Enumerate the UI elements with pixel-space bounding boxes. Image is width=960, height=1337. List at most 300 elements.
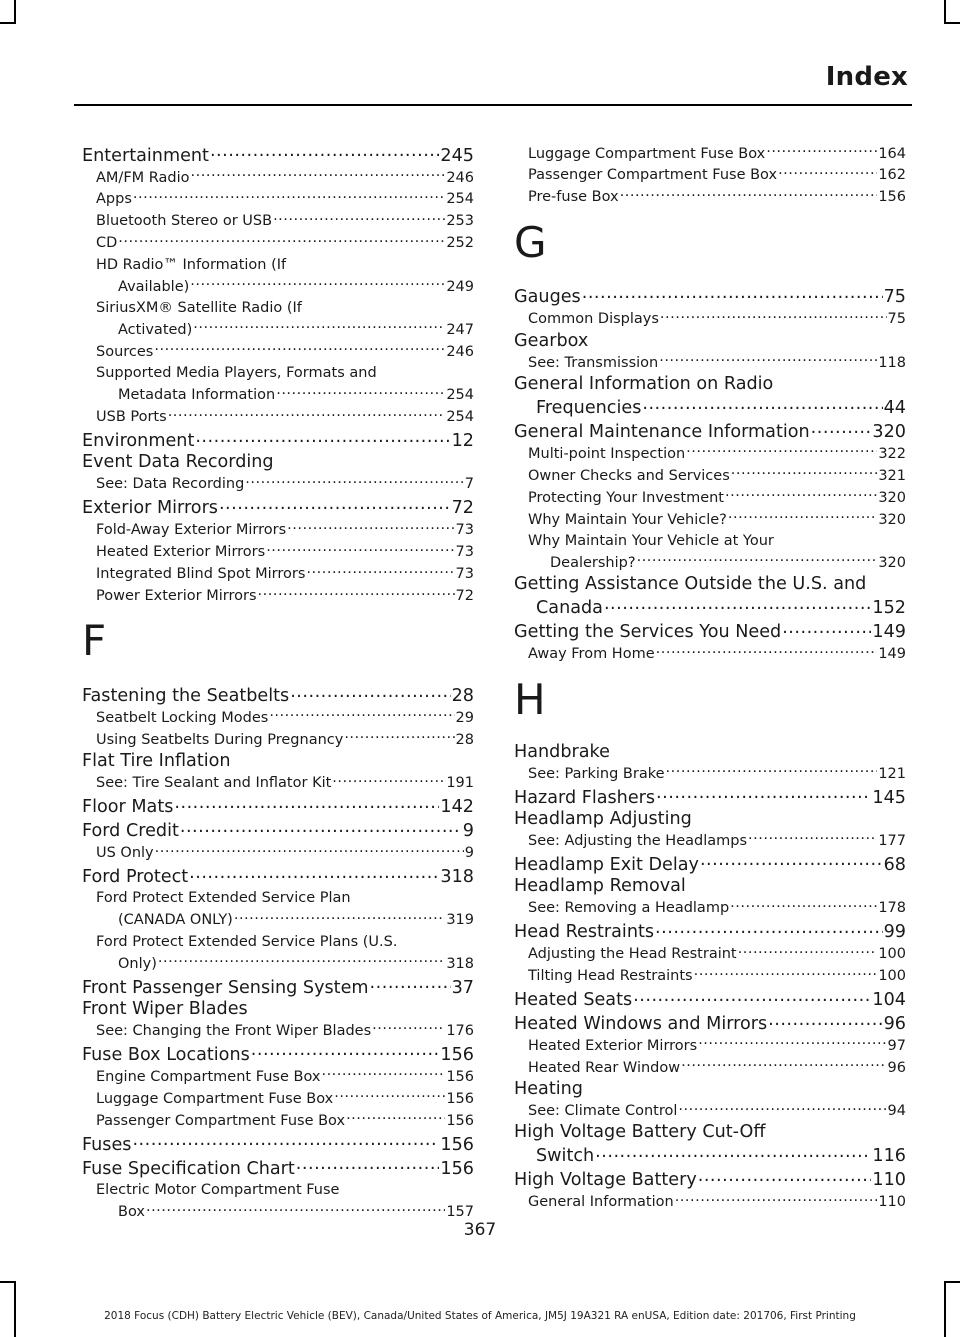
index-subentry[interactable] [514, 1035, 906, 1057]
entry-text: Pre-fuse Box [528, 189, 619, 206]
entry-line [514, 395, 906, 419]
index-subentry[interactable] [82, 406, 474, 428]
entry-text: Heated Rear Window [528, 1059, 681, 1076]
page-ref[interactable]: 100 [878, 967, 906, 984]
index-subentry[interactable] [82, 189, 474, 211]
page-ref[interactable]: 156 [440, 1134, 474, 1155]
dot-leader [656, 785, 871, 803]
entry-text: Multi-point Inspection [528, 445, 686, 462]
page-ref[interactable]: 322 [878, 445, 906, 462]
page-ref[interactable]: 73 [455, 544, 474, 561]
page-ref[interactable]: 156 [440, 1158, 474, 1179]
index-subentry[interactable] [82, 1020, 474, 1042]
dot-leader [258, 585, 455, 600]
page-ref[interactable]: 156 [440, 1044, 474, 1065]
page-ref[interactable]: 320 [878, 554, 906, 571]
dot-leader [190, 276, 445, 291]
entry-line [528, 763, 906, 785]
entry-line [96, 474, 474, 496]
dot-leader [154, 341, 445, 356]
index-subentry[interactable] [82, 842, 474, 864]
entry-text: High Voltage Battery [514, 1170, 697, 1191]
entry-text: See: Adjusting the Headlamps [528, 832, 748, 849]
entry-text: See: Transmission [528, 354, 659, 371]
entry-line [528, 352, 906, 374]
entry-text-first-line: Electric Motor Compartment Fuse [96, 1182, 340, 1198]
dot-leader [180, 818, 462, 836]
entry-line [96, 189, 474, 211]
index-entry[interactable] [514, 1168, 906, 1192]
entry-text: Tilting Head Restraints [528, 967, 693, 984]
index-subentry[interactable] [82, 564, 474, 586]
entry-text: Passenger Compartment Fuse Box [528, 167, 778, 184]
dot-leader [681, 1057, 886, 1072]
dot-leader [132, 1132, 439, 1150]
page-ref[interactable]: 253 [446, 213, 474, 230]
page-ref[interactable]: 318 [446, 955, 474, 972]
crop-mark [14, 1281, 16, 1337]
page-ref[interactable]: 145 [872, 787, 906, 808]
entry-line [528, 965, 906, 987]
entry-line [82, 683, 474, 707]
index-entry[interactable] [514, 620, 906, 644]
section-letter: F [82, 616, 107, 666]
index-subentry[interactable] [82, 363, 474, 406]
page-ref[interactable]: 321 [878, 467, 906, 484]
page-ref[interactable]: 152 [872, 598, 906, 619]
page-ref[interactable]: 156 [446, 1090, 474, 1107]
entry-text-first-line: High Voltage Battery Cut-Off [514, 1122, 766, 1143]
index-entry[interactable] [514, 331, 906, 352]
section-letter: H [514, 674, 546, 724]
entry-text: Passenger Compartment Fuse Box [96, 1112, 346, 1129]
entry-line [514, 285, 906, 309]
entry-text: Heated Seats [514, 989, 633, 1010]
index-entry[interactable] [82, 1042, 474, 1066]
index-entry[interactable] [82, 999, 474, 1020]
index-entry[interactable] [514, 809, 906, 830]
index-subentry[interactable] [514, 944, 906, 966]
index-subentry[interactable] [82, 707, 474, 729]
page-ref[interactable]: 320 [878, 511, 906, 528]
index-subentry[interactable] [514, 487, 906, 509]
index-subentry[interactable] [82, 932, 474, 975]
page-ref[interactable]: 72 [451, 498, 474, 519]
dot-leader [346, 1110, 445, 1125]
entry-text: Only) [118, 955, 157, 972]
page-ref[interactable]: 318 [440, 866, 474, 887]
index-subentry[interactable] [514, 443, 906, 465]
index-entry[interactable] [514, 920, 906, 944]
entry-line [96, 953, 474, 975]
page-ref[interactable]: 149 [878, 646, 906, 663]
page-ref[interactable]: 191 [446, 775, 474, 792]
index-subentry[interactable] [82, 167, 474, 189]
index-subentry[interactable] [82, 1088, 474, 1110]
entry-line [528, 165, 906, 187]
entry-text: Fold-Away Exterior Mirrors [96, 522, 287, 539]
index-subentry[interactable] [514, 1101, 906, 1123]
crop-mark [944, 0, 946, 24]
entry-text: CD [96, 235, 118, 252]
index-subentry[interactable] [82, 474, 474, 496]
entry-line [96, 385, 474, 407]
entry-text-first-line: Getting Assistance Outside the U.S. and [514, 574, 867, 595]
page-ref[interactable]: 37 [451, 977, 474, 998]
page-ref[interactable]: 96 [883, 1013, 906, 1034]
page-ref[interactable]: 149 [872, 622, 906, 643]
dot-leader [290, 683, 450, 701]
entry-text: Adjusting the Head Restraint [528, 946, 737, 963]
entry-line [82, 1156, 474, 1180]
entry-line [528, 1035, 906, 1057]
page-ref[interactable]: 7 [464, 476, 474, 493]
entry-line [528, 309, 906, 331]
index-entry[interactable] [82, 1156, 474, 1180]
entry-text: Activated) [118, 321, 193, 338]
entry-line [528, 830, 906, 852]
index-entry[interactable] [514, 987, 906, 1011]
dot-leader [604, 596, 871, 614]
entry-text: Seatbelt Locking Modes [96, 709, 269, 726]
dot-leader [698, 1168, 872, 1186]
dot-leader [633, 987, 871, 1005]
page-ref[interactable]: 110 [878, 1194, 906, 1211]
page-ref[interactable]: 28 [451, 685, 474, 706]
page-ref[interactable]: 319 [446, 912, 474, 929]
index-subentry[interactable] [514, 509, 906, 531]
entry-line [96, 1066, 474, 1088]
page-ref[interactable]: 164 [878, 145, 906, 162]
entry-text: Protecting Your Investment [528, 489, 724, 506]
page-ref[interactable]: 254 [446, 387, 474, 404]
index-entry[interactable] [514, 1122, 906, 1167]
page-number: 367 [463, 1220, 497, 1240]
page-ref[interactable]: 104 [872, 989, 906, 1010]
entry-text: Exterior Mirrors [82, 498, 218, 519]
entry-line [82, 428, 474, 452]
entry-text: Hazard Flashers [514, 787, 656, 808]
entry-text: Box [118, 1203, 145, 1220]
entry-text: Head Restraints [514, 922, 655, 943]
entry-text: Getting the Services You Need [514, 622, 782, 643]
dot-leader [659, 352, 877, 367]
dot-leader [146, 1201, 445, 1216]
page-ref[interactable]: 12 [451, 430, 474, 451]
index-entry[interactable] [514, 574, 906, 619]
page-ref[interactable]: 44 [883, 397, 906, 418]
index-entry[interactable] [82, 975, 474, 999]
index-entry[interactable] [514, 374, 906, 419]
entry-line [96, 1020, 474, 1042]
dot-leader [748, 830, 877, 845]
entry-text: See: Climate Control [528, 1103, 678, 1120]
dot-leader [266, 542, 454, 557]
entry-line [82, 1132, 474, 1156]
entry-line [528, 644, 906, 666]
index-subentry[interactable] [82, 341, 474, 363]
page-ref[interactable]: 247 [446, 321, 474, 338]
index-entry[interactable] [82, 143, 474, 167]
entry-text: Fuse Box Locations [82, 1044, 250, 1065]
dot-leader [731, 465, 878, 480]
page-title: Index [825, 62, 908, 92]
crop-mark [944, 1281, 960, 1283]
page-ref[interactable]: 75 [887, 311, 906, 328]
page-ref[interactable]: 245 [440, 145, 474, 166]
entry-text: Away From Home [528, 646, 655, 663]
index-subentry[interactable] [514, 465, 906, 487]
index-entry[interactable] [514, 1079, 906, 1100]
dot-leader [155, 842, 464, 857]
entry-text: See: Changing the Front Wiper Blades [96, 1022, 372, 1039]
index-subentry[interactable] [514, 1057, 906, 1079]
index-subentry[interactable] [82, 773, 474, 795]
page-ref[interactable]: 254 [446, 408, 474, 425]
index-subentry[interactable] [82, 729, 474, 751]
page-ref[interactable]: 100 [878, 946, 906, 963]
index-entry[interactable] [82, 428, 474, 452]
dot-leader [174, 794, 439, 812]
entry-line [82, 496, 474, 520]
page-ref[interactable]: 157 [446, 1203, 474, 1220]
index-entry[interactable] [82, 452, 474, 473]
page-ref[interactable]: 142 [440, 797, 474, 818]
entry-text: Gauges [514, 287, 581, 308]
section-letter: G [514, 217, 547, 267]
entry-text: Available) [118, 278, 190, 295]
entry-text: Using Seatbelts During Pregnancy [96, 731, 344, 748]
dot-leader [698, 1035, 886, 1050]
dot-leader [595, 1144, 871, 1162]
entry-text: Metadata Information [118, 387, 276, 404]
page-ref[interactable]: 68 [883, 854, 906, 875]
dot-leader [686, 443, 877, 458]
entry-line [82, 1042, 474, 1066]
entry-line [96, 910, 474, 932]
index-subentry[interactable] [82, 298, 474, 341]
dot-leader [582, 285, 883, 303]
index-subentry[interactable] [514, 143, 906, 165]
index-subentry[interactable] [514, 644, 906, 666]
dot-leader [344, 729, 454, 744]
page-ref[interactable]: 99 [883, 922, 906, 943]
page-ref[interactable]: 29 [455, 709, 474, 726]
dot-leader [782, 620, 871, 638]
index-subentry[interactable] [82, 255, 474, 298]
index-entry[interactable] [82, 496, 474, 520]
page-ref[interactable]: 72 [455, 587, 474, 604]
entry-line [96, 276, 474, 298]
page-ref[interactable]: 177 [878, 832, 906, 849]
entry-line [514, 1168, 906, 1192]
index-entry[interactable] [514, 1011, 906, 1035]
entry-line [528, 1057, 906, 1079]
page-ref[interactable]: 246 [446, 343, 474, 360]
entry-text: Handbrake [514, 741, 610, 762]
page-ref[interactable]: 162 [878, 167, 906, 184]
page-ref[interactable]: 178 [878, 900, 906, 917]
dot-leader [642, 395, 882, 413]
index-subentry[interactable] [82, 520, 474, 542]
entry-text: Entertainment [82, 145, 209, 166]
dot-leader [168, 406, 446, 421]
index-entry[interactable] [82, 864, 474, 888]
entry-text: Gearbox [514, 330, 589, 351]
entry-text-first-line: Ford Protect Extended Service Plans (U.S. [96, 933, 398, 950]
index-subentry[interactable] [82, 1066, 474, 1088]
index-entry[interactable] [514, 419, 906, 443]
dot-leader [655, 920, 883, 938]
entry-text: General Maintenance Information [514, 421, 810, 442]
entry-line [528, 143, 906, 165]
entry-text: Fuses [82, 1134, 132, 1155]
page-ref[interactable]: 252 [446, 235, 474, 252]
entry-text: See: Data Recording [96, 476, 245, 493]
page-ref[interactable]: 156 [446, 1112, 474, 1129]
entry-text: Heating [514, 1079, 583, 1100]
entry-text: Luggage Compartment Fuse Box [528, 145, 766, 162]
entry-line [528, 465, 906, 487]
index-subentry[interactable] [82, 585, 474, 607]
dot-leader [195, 428, 450, 446]
entry-line [96, 729, 474, 751]
index-subentry[interactable] [514, 1192, 906, 1214]
index-entry[interactable] [82, 751, 474, 772]
index-subentry[interactable] [514, 187, 906, 209]
index-subentry[interactable] [514, 763, 906, 785]
entry-text: Heated Exterior Mirrors [528, 1037, 698, 1054]
page-ref[interactable]: 320 [872, 421, 906, 442]
index-entry[interactable] [514, 785, 906, 809]
dot-leader [811, 419, 872, 437]
dot-leader [637, 552, 878, 567]
index-entry[interactable] [82, 683, 474, 707]
dot-leader [675, 1192, 878, 1207]
entry-line [514, 620, 906, 644]
entry-line [528, 898, 906, 920]
crop-mark [944, 22, 960, 24]
index-subentry[interactable] [514, 165, 906, 187]
index-subentry[interactable] [514, 965, 906, 987]
entry-text: Heated Exterior Mirrors [96, 544, 266, 561]
page-ref[interactable]: 320 [878, 489, 906, 506]
entry-text-first-line: General Information on Radio [514, 373, 774, 394]
page-ref[interactable]: 75 [883, 287, 906, 308]
dot-leader [768, 1011, 882, 1029]
page-ref[interactable]: 254 [446, 191, 474, 208]
dot-leader [725, 487, 877, 502]
index-subentry[interactable] [82, 1180, 474, 1223]
page-ref[interactable]: 97 [887, 1037, 906, 1054]
entry-line [82, 975, 474, 999]
entry-text: Headlamp Exit Delay [514, 854, 699, 875]
index-subentry[interactable] [514, 531, 906, 574]
page-ref[interactable]: 28 [455, 731, 474, 748]
entry-text-first-line: Why Maintain Your Vehicle at Your [528, 532, 774, 549]
entry-text: Event Data Recording [82, 452, 274, 473]
entry-line [96, 1110, 474, 1132]
dot-leader [766, 143, 877, 158]
index-entry[interactable] [82, 818, 474, 842]
page-ref[interactable]: 156 [878, 189, 906, 206]
entry-line [96, 341, 474, 363]
page-ref[interactable]: 9 [464, 844, 474, 861]
page-ref[interactable]: 121 [878, 765, 906, 782]
index-entry[interactable] [514, 876, 906, 897]
entry-line [514, 987, 906, 1011]
page-ref[interactable]: 176 [446, 1022, 474, 1039]
entry-text: US Only [96, 844, 154, 861]
crop-mark [14, 0, 16, 24]
dot-leader [276, 385, 445, 400]
entry-text-first-line: Supported Media Players, Formats and [96, 365, 377, 382]
entry-line [96, 707, 474, 729]
index-entry[interactable] [514, 852, 906, 876]
crop-mark [0, 22, 16, 24]
dot-leader [678, 1101, 886, 1116]
entry-text: (CANADA ONLY) [118, 912, 233, 929]
page-ref[interactable]: 118 [878, 354, 906, 371]
index-entry[interactable] [82, 794, 474, 818]
entry-text: Frequencies [536, 397, 642, 418]
entry-line [96, 319, 474, 341]
entry-text: Front Wiper Blades [82, 998, 248, 1019]
index-subentry[interactable] [82, 542, 474, 564]
dot-leader [660, 309, 887, 324]
footer-text: 2018 Focus (CDH) Battery Electric Vehicle (BEV), Canada/United States of America, JM5J 19A321 RA enUSA, Edition date: 201706, First Printing [104, 1310, 856, 1322]
entry-line [528, 1101, 906, 1123]
page-ref[interactable]: 73 [455, 522, 474, 539]
index-entry[interactable] [82, 1132, 474, 1156]
index-subentry[interactable] [82, 888, 474, 931]
index-entry[interactable] [514, 285, 906, 309]
entry-line [82, 794, 474, 818]
index-subentry[interactable] [82, 1110, 474, 1132]
page-ref[interactable]: 9 [462, 821, 474, 842]
dot-leader [273, 211, 445, 226]
entry-text-first-line: HD Radio™ Information (If [96, 256, 287, 273]
entry-text: AM/FM Radio [96, 169, 190, 186]
index-subentry[interactable] [82, 211, 474, 233]
index-subentry[interactable] [514, 309, 906, 331]
page-ref[interactable]: 249 [446, 278, 474, 295]
page-ref[interactable]: 73 [455, 566, 474, 582]
page-ref[interactable]: 110 [872, 1170, 906, 1191]
dot-leader [334, 1088, 445, 1103]
index-subentry[interactable] [514, 830, 906, 852]
index-subentry[interactable] [82, 233, 474, 255]
index-column-left [82, 143, 474, 1223]
page-ref[interactable]: 116 [872, 1146, 906, 1167]
entry-text: Sources [96, 343, 154, 360]
page-ref[interactable]: 246 [446, 169, 474, 186]
entry-text: Why Maintain Your Vehicle? [528, 511, 727, 528]
entry-line [82, 864, 474, 888]
entry-line [514, 419, 906, 443]
index-entry[interactable] [514, 742, 906, 763]
entry-line [96, 167, 474, 189]
page-ref[interactable]: 94 [887, 1103, 906, 1120]
index-subentry[interactable] [514, 352, 906, 374]
dot-leader [700, 852, 883, 870]
page-ref[interactable]: 96 [887, 1059, 906, 1076]
index-subentry[interactable] [514, 898, 906, 920]
entry-text: Bluetooth Stereo or USB [96, 213, 273, 230]
entry-text: Floor Mats [82, 797, 174, 818]
entry-text: Fastening the Seatbelts [82, 685, 290, 706]
page-ref[interactable]: 156 [446, 1068, 474, 1085]
